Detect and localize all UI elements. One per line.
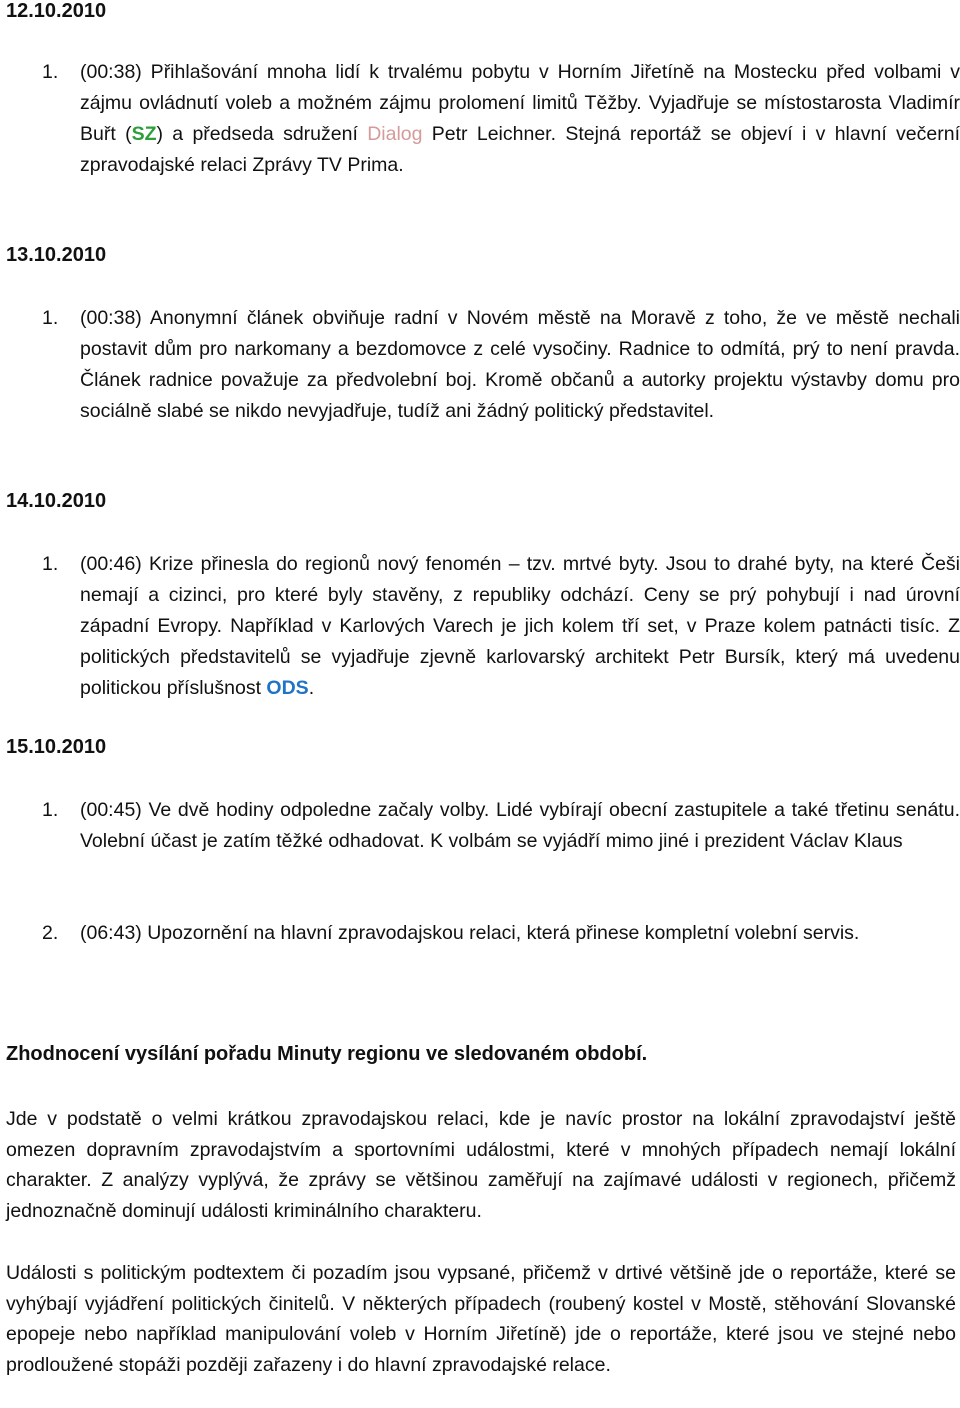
date-heading: 14.10.2010	[6, 490, 107, 512]
date-heading: 12.10.2010	[6, 0, 107, 22]
item-text: (06:43) Upozornění na hlavní zpravodajskou relaci, která přinese kompletní volební servis.	[80, 922, 860, 944]
item-number: 1.	[42, 799, 59, 821]
item-text: (00:38) Anonymní článek obviňuje radní v Novém městě na Moravě z toho, že ve městě nechali postavit dům pro narkomany a bezdomovce z celé vysočiny. Radnice to odmítá, prý to není pravda. Článek radnice považuje za předvolební boj. Kromě občanů a autorky projektu výstavby domu pro sociálně slabé se nikdo nevyjadřuje, tudíž ani žádný politický představitel.	[80, 307, 960, 422]
evaluation-paragraph: Jde v podstatě o velmi krátkou zpravodajskou relaci, kde je navíc prostor na lokální zpravodajství ještě omezen dopravním zpravodajstvím a sportovními událostmi, které v mnohých případech nemají lokální charakter. Z analýzy vyplývá, že zprávy se většinou zaměřují na zajímavé události v regionech, přičemž jednoznačně dominují události kriminálního charakteru.	[6, 1108, 956, 1223]
date-heading: 13.10.2010	[6, 244, 107, 266]
date-heading: 15.10.2010	[6, 736, 107, 758]
evaluation-heading: Zhodnocení vysílání pořadu Minuty regionu ve sledovaném období.	[6, 1043, 648, 1065]
item-number: 1.	[42, 307, 59, 329]
item-number: 1.	[42, 553, 59, 575]
party-dialog: Dialog	[367, 123, 423, 145]
item-text: (00:46) Krize přinesla do regionů nový fenomén – tzv. mrtvé byty. Jsou to drahé byty, na které Češi nemají a cizinci, pro které byly stavěny, z republiky odchází. Ceny se prý pohybují i nad úrovní západní Evropy. Například v Karlových Varech je jich kolem tří set, v Praze kolem patnácti tisíc. Z politických představitelů se vyjadřuje zjevně karlovarský architekt Petr Bursík, který má uvedenu politickou příslušnost ODS.	[80, 553, 960, 699]
news-item	[42, 549, 960, 704]
party-ods: ODS	[266, 677, 309, 699]
item-number: 2.	[42, 922, 59, 944]
news-item	[42, 795, 960, 857]
news-item	[42, 57, 960, 181]
item-number: 1.	[42, 61, 59, 83]
party-sz: SZ	[131, 123, 157, 145]
item-text: (00:45) Ve dvě hodiny odpoledne začaly volby. Lidé vybírají obecní zastupitele a také třetinu senátu. Volební účast je zatím těžké odhadovat. K volbám se vyjádří mimo jiné i prezident Václav Klaus	[80, 799, 960, 852]
news-item	[42, 918, 960, 949]
news-item	[42, 303, 960, 427]
item-text: (00:38) Přihlašování mnoha lidí k trvalému pobytu v Horním Jiřetíně na Mostecku před volbami v zájmu ovládnutí voleb a možném zájmu prolomení limitů Těžby. Vyjadřuje se místostarosta Vladimír Buřt (SZ) a předseda sdružení Dialog Petr Leichner. Stejná reportáž se objeví i v hlavní večerní zpravodajské relaci Zprávy TV Prima.	[80, 61, 960, 176]
evaluation-paragraph: Události s politickým podtextem či pozadím jsou vypsané, přičemž v drtivé většině jde o reportáže, které se vyhýbají vyjádření politických činitelů. V některých případech (roubený kostel v Mostě, stěhování Slovanské epopeje nebo například manipulování voleb v Horním Jiřetíně) jde o reportáže, které jsou ve stejné nebo prodloužené stopáži později zařazeny i do hlavní zpravodajské relace.	[6, 1262, 956, 1377]
